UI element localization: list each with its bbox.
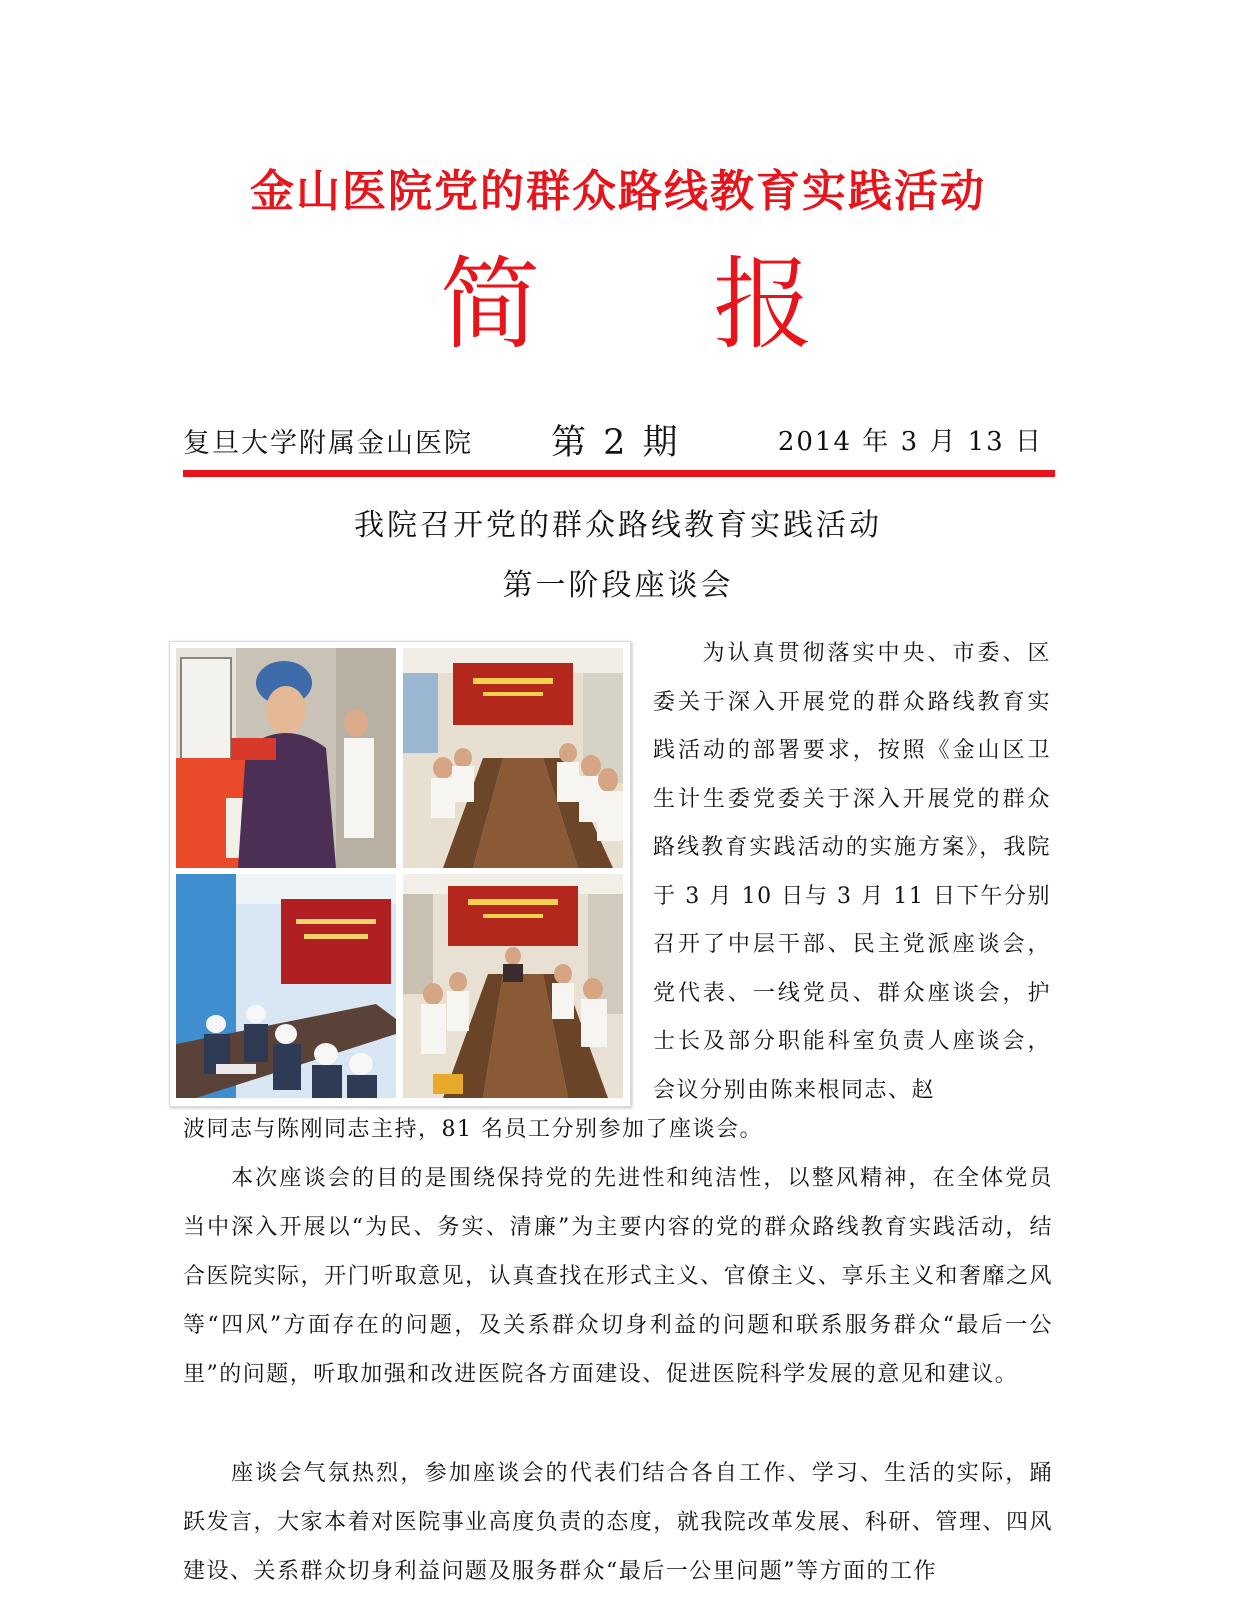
masthead-meta <box>183 415 1053 463</box>
bulletin-title-char-2: 报 <box>713 246 813 363</box>
photo-collage <box>169 641 631 1107</box>
bulletin-title-char-1: 简 <box>440 246 540 363</box>
issue-number: 第 2 期 <box>551 423 681 463</box>
organization-name: 复旦大学附属金山医院 <box>183 428 473 459</box>
article-title-line-1: 我院召开党的群众路线教育实践活动 <box>354 508 882 543</box>
masthead-divider <box>183 470 1055 477</box>
intro-paragraph-text: 为认真贯彻落实中央、市委、区委关于深入开展党的群众路线教育实践活动的部署要求，按照《金山区卫生计生委党委关于深入开展党的群众路线教育实践活动的实施方案》，我院于 3 月 10 日与 3 月 11 日下午分别召开了中层干部、民主党派座谈会，党代表、一线党员、群众座谈会，护士长及部分职能科室负责人座谈会，会议分别由陈来根同志、赵 <box>653 641 1051 1103</box>
issue-date: 2014 年 3 月 13 日 <box>777 427 1043 457</box>
photo-nurses-meeting <box>176 874 396 1098</box>
photo-ballot-box <box>176 648 396 868</box>
paragraph-discussion: 座谈会气氛热烈，参加座谈会的代表们结合各自工作、学习、生活的实际，踊跃发言，大家本着对医院事业高度负责的态度，就我院改革发展、科研、管理、四风建设、关系群众切身利益问题及服务群众“最后一公里问题”等方面的工作 <box>183 1461 1053 1584</box>
paragraph-purpose: 本次座谈会的目的是围绕保持党的先进性和纯洁性，以整风精神，在全体党员当中深入开展以“为民、务实、清廉”为主要内容的党的群众路线教育实践活动，结合医院实际，开门听取意见，认真查找在形式主义、官僚主义、享乐主义和奢靡之风等“四风”方面存在的问题，及关系群众切身利益的问题和联系服务群众“最后一公里”的问题，听取加强和改进医院各方面建设、促进医院科学发展的意见和建议。 <box>183 1166 1053 1387</box>
intro-paragraph <box>653 630 1051 1115</box>
series-title: 金山医院党的群众路线教育实践活动 <box>250 166 986 217</box>
article-title-line-2: 第一阶段座谈会 <box>502 568 734 603</box>
photo-meeting-room-1 <box>403 648 623 868</box>
intro-paragraph-end: 波同志与陈刚同志主持，81 名员工分别参加了座谈会。 <box>183 1117 763 1142</box>
photo-meeting-room-2 <box>403 874 623 1098</box>
